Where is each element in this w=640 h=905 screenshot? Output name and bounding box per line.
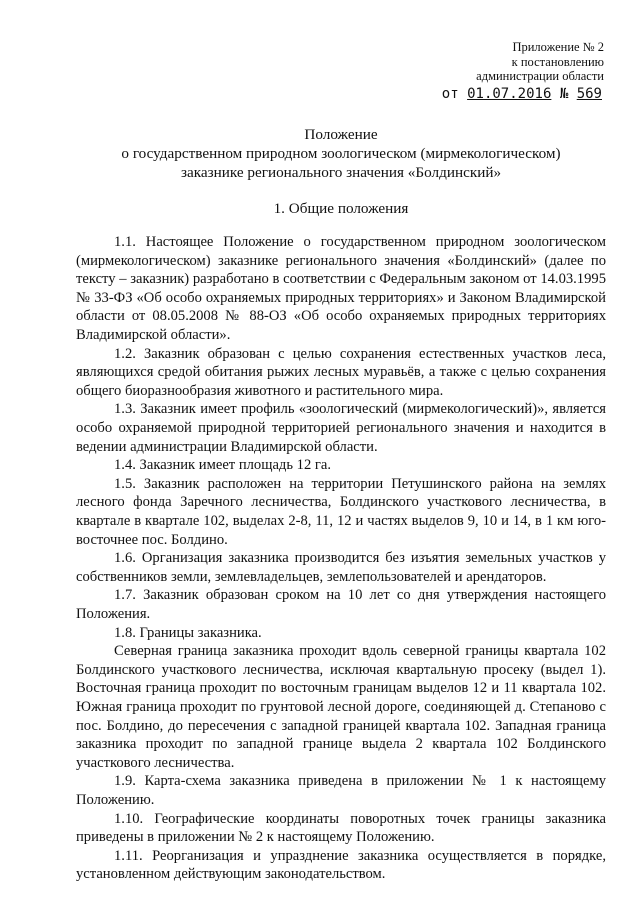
title-line-1: Положение [304, 125, 378, 143]
section-heading: 1. Общие положения [273, 199, 409, 217]
paragraph-1-1: 1.1. Настоящее Положение о государственном природном зоологическом (мирмекологическом) заказнике регионального значения «Болдинский» (далее по тексту – заказник) разработано в соответствии с Федеральным законом от 14.03.1995 № 33-ФЗ «Об особо охраняемых природных территориях» и Законом Владимирской области от 08.05.2008 № 88-ОЗ «Об особо охраняемых природных территориях Владимирской области». [76, 234, 606, 344]
title-line-3: заказнике регионального значения «Болдинский» [180, 163, 502, 181]
paragraph-1-2: 1.2. Заказник образован с целью сохранения естественных участков леса, являющихся средой обитания рыжих лесных муравьёв, а также с целью сохранения общего биоразнообразия животного и растительного мира. [76, 345, 606, 399]
ref-number: 569 [576, 85, 602, 102]
paragraph-1-3: 1.3. Заказник имеет профиль «зоологический (мирмекологический)», является особо охраняемой природной территорией регионального значения и находится в ведении администрации Владимирской области. [76, 401, 606, 455]
paragraph-1-5: 1.5. Заказник расположен на территории Петушинского района на землях лесного фонда Заречного лесничества, Болдинского участкового лесничества, в квартале в квартале 102, выделах 2-8, 11, 12 и частях выделов 9, 10 и 14, в 1 км юго-восточнее пос. Болдино. [76, 475, 606, 548]
ref-date: 01.07.2016 [467, 85, 552, 102]
annex-number: Приложение № 2 [512, 40, 604, 54]
paragraph-1-6: 1.6. Организация заказника производится без изъятия земельных участков у собственников земли, землевладельцев, землепользователей и арендаторов. [76, 550, 606, 585]
paragraph-1-8: 1.8. Границы заказника. [114, 624, 262, 641]
paragraph-1-7: 1.7. Заказник образован сроком на 10 лет со дня утверждения настоящего Положения. [76, 587, 606, 622]
paragraph-1-9: 1.9. Карта-схема заказника приведена в приложении № 1 к настоящему Положению. [76, 773, 606, 808]
paragraph-1-4: 1.4. Заказник имеет площадь 12 га. [114, 457, 332, 474]
paragraph-1-10: 1.10. Географические координаты поворотных точек границы заказника приведены в приложении № 2 к настоящему Положению. [76, 810, 606, 846]
ref-number-sign: № [559, 85, 569, 102]
paragraph-1-11: 1.11. Реорганизация и упразднение заказника осуществляется в порядке, установленном действующим законодательством. [76, 847, 606, 883]
annex-block [76, 40, 604, 84]
title-line-2: о государственном природном зоологическом (мирмекологическом) [121, 144, 561, 162]
annex-to-resolution: к постановлению [511, 54, 604, 69]
paragraph-boundaries: Северная граница заказника проходит вдоль северной границы квартала 102 Болдинского участкового лесничества, исключая квартальную просеку (выдел 1). Восточная граница проходит по восточным границам выделов 12 и 11 квартала 102. Южная граница проходит по грунтовой лесной дороге, соединяющей д. Степаново с пос. Болдино, до пересечения с западной границей квартала 102. Западная граница заказника проходит по западной границе выдела 2 квартала 102 Болдинского участкового лесничества. [76, 643, 606, 771]
document-title [76, 125, 606, 182]
ref-prefix: от [441, 85, 459, 102]
resolution-reference [76, 85, 602, 103]
annex-administration: администрации области [476, 69, 604, 83]
